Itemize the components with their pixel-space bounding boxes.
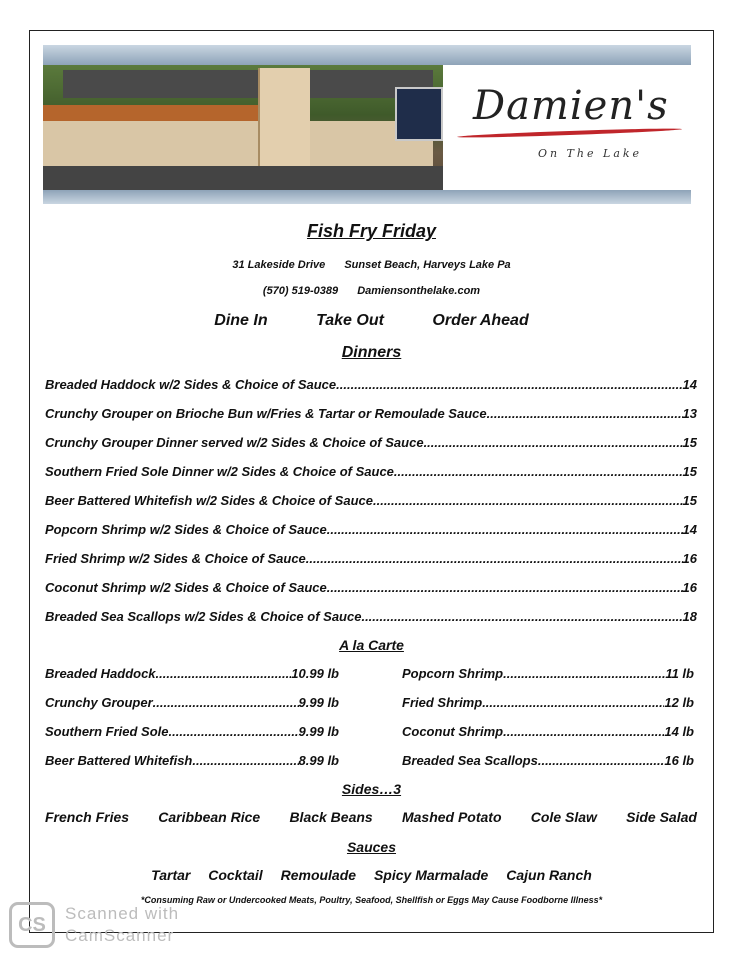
dinner-item: Breaded Sea Scallops w/2 Sides & Choice of Sauce ..... 18 [45, 609, 697, 624]
sauce-item: Tartar [151, 867, 191, 883]
banner-stripe-top [43, 45, 691, 65]
alacarte-item: Breaded Haddock ..... 10.99 lb [45, 666, 339, 681]
location: Sunset Beach, Harveys Lake Pa [344, 259, 511, 271]
sauce-item: Remoulade [280, 867, 357, 883]
sauces-list [30, 867, 713, 883]
alacarte-heading: A la Carte [339, 637, 404, 653]
logo-name: Damien's [473, 83, 669, 129]
address-line [30, 259, 713, 271]
dinner-item: Coconut Shrimp w/2 Sides & Choice of Sauce ..... 16 [45, 580, 697, 595]
alacarte-item: Popcorn Shrimp ..... 11 lb [402, 666, 694, 681]
foodborne-disclaimer: *Consuming Raw or Undercooked Meats, Poultry, Seafood, Shellfish or Eggs May Cause Foodborne Illness* [140, 895, 603, 905]
alacarte-item: Southern Fried Sole ..... 9.99 lb [45, 724, 339, 739]
service-modes [30, 312, 713, 330]
camscanner-logo-icon: CS [9, 902, 55, 948]
banner-stripe-bottom [43, 190, 691, 204]
dinner-item: Crunchy Grouper on Brioche Bun w/Fries & Tartar or Remoulade Sauce ..... 13 [45, 406, 697, 421]
side-item: French Fries [45, 809, 130, 825]
sauce-item: Spicy Marmalade [373, 867, 489, 883]
phone-number: (570) 519-0389 [262, 285, 339, 297]
header-banner [43, 45, 691, 204]
alacarte-item: Coconut Shrimp ..... 14 lb [402, 724, 694, 739]
menu-page [29, 30, 714, 933]
page-title: Fish Fry Friday [306, 221, 437, 241]
website: Damiensonthelake.com [357, 285, 481, 297]
camscanner-watermark [9, 902, 179, 948]
logo-tagline: On The Lake [538, 147, 643, 160]
dinner-item: Crunchy Grouper Dinner served w/2 Sides & Choice of Sauce ..... 15 [45, 435, 697, 450]
sauce-item: Cajun Ranch [506, 867, 592, 883]
side-item: Cole Slaw [530, 809, 597, 825]
mode-dine-in: Dine In [214, 312, 268, 329]
watermark-text: Scanned with CamScanner [65, 904, 180, 945]
contact-line [30, 285, 713, 297]
restaurant-logo [443, 65, 691, 190]
side-item: Black Beans [289, 809, 373, 825]
side-item: Mashed Potato [401, 809, 502, 825]
side-item: Side Salad [626, 809, 697, 825]
alacarte-item: Fried Shrimp ..... 12 lb [402, 695, 694, 710]
restaurant-photo [43, 65, 443, 190]
sauce-item: Cocktail [208, 867, 263, 883]
sauces-heading: Sauces [346, 839, 397, 855]
alacarte-item: Beer Battered Whitefish ..... 8.99 lb [45, 753, 339, 768]
sides-list [45, 809, 697, 825]
dinner-item: Breaded Haddock w/2 Sides & Choice of Sauce ..... 14 [45, 377, 697, 392]
side-item: Caribbean Rice [158, 809, 261, 825]
street-address: 31 Lakeside Drive [232, 259, 326, 271]
dinner-item: Beer Battered Whitefish w/2 Sides & Choice of Sauce ..... 15 [45, 493, 697, 508]
mode-take-out: Take Out [316, 312, 384, 329]
dinner-item: Fried Shrimp w/2 Sides & Choice of Sauce ..... 16 [45, 551, 697, 566]
dinners-heading: Dinners [341, 344, 402, 361]
dinner-item: Southern Fried Sole Dinner w/2 Sides & Choice of Sauce ..... 15 [45, 464, 697, 479]
dinner-item: Popcorn Shrimp w/2 Sides & Choice of Sauce ..... 14 [45, 522, 697, 537]
alacarte-item: Breaded Sea Scallops ..... 16 lb [402, 753, 694, 768]
alacarte-item: Crunchy Grouper ..... 9.99 lb [45, 695, 339, 710]
sides-heading: Sides…3 [341, 781, 402, 797]
mode-order-ahead: Order Ahead [432, 312, 529, 329]
